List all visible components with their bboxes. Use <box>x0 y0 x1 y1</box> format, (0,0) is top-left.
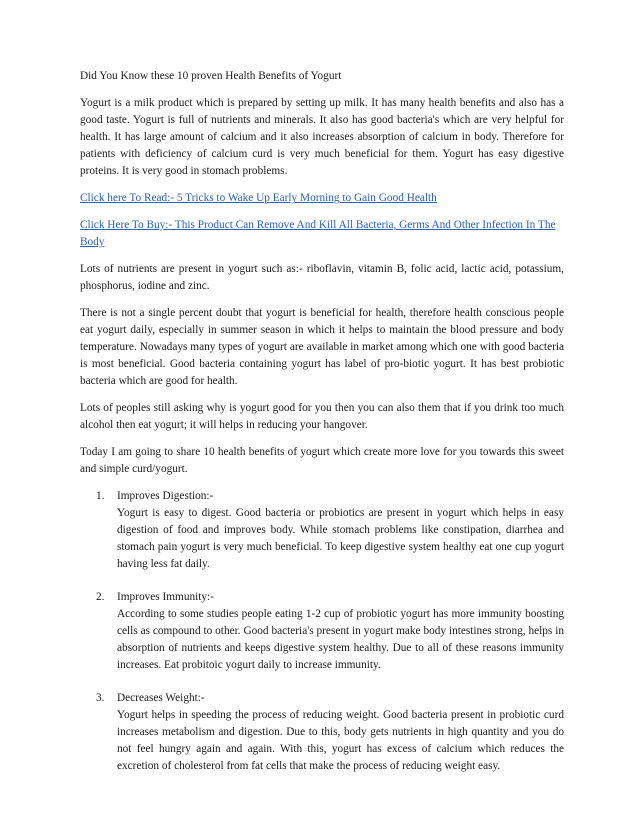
list-item <box>80 690 564 775</box>
list-item <box>80 488 564 573</box>
benefit-text: Yogurt helps in speeding the process of reducing weight. Good bacteria present in probiotic curd increases metabolism and digestion. Due to this, body gets nutrients in high quantity and you do not feel hungry again and again. With this, yogurt has excess of calcium which reduces the excretion of cholesterol from fat cells that make the process of reducing weight easy. <box>117 709 564 772</box>
health-paragraph: There is not a single percent doubt that yogurt is beneficial for health, therefore health conscious people eat yogurt daily, especially in summer season in which it helps to maintain the blood pressure and body temperature. Nowadays many types of yogurt are available in market among which one with good bacteria is most beneficial. Good bacteria containing yogurt has label of pro-biotic yogurt. It has best probiotic bacteria which are good for health. <box>80 307 564 387</box>
list-item-number: 3. <box>96 692 105 704</box>
share-paragraph: Today I am going to share 10 health benefits of yogurt which create more love for you towards this sweet and simple curd/yogurt. <box>80 446 564 475</box>
document-page <box>80 68 564 791</box>
benefit-text: According to some studies people eating 1-2 cup of probiotic yogurt has more immunity boosting cells as compound to other. Good bacteria's present in yogurt make body intestines strong, helps in absorption of nutrients and keeps digestive system healthy. Due to all of these reasons immunity increases. Eat probitoic yogurt daily to increase immunity. <box>117 608 564 671</box>
benefit-text: Yogurt is easy to digest. Good bacteria or probiotics are present in yogurt which helps in easy digestion of food and improves body. While stomach problems like constipation, diarrhea and stomach pain yogurt is very much beneficial. To keep digestive system healthy eat one cup yogurt having less fat daily. <box>117 507 564 570</box>
benefits-list <box>80 488 564 775</box>
list-item-number: 1. <box>96 490 105 502</box>
hangover-paragraph: Lots of peoples still asking why is yogurt good for you then you can also them that if you drink too much alcohol then eat yogurt; it will helps in reducing your hangover. <box>80 402 564 431</box>
list-item <box>80 589 564 674</box>
benefit-title: Improves Digestion:- <box>117 490 214 502</box>
nutrients-paragraph: Lots of nutrients are present in yogurt such as:- riboflavin, vitamin B, folic acid, lactic acid, potassium, phosphorus, iodine and zinc. <box>80 263 564 292</box>
list-item-number: 2. <box>96 591 105 603</box>
buy-product-link[interactable]: Click Here To Buy:- This Product Can Remove And Kill All Bacteria, Germs And Other Infection In The Body <box>80 219 556 248</box>
read-tricks-link[interactable]: Click here To Read:- 5 Tricks to Wake Up Early Morning to Gain Good Health <box>80 192 437 204</box>
benefit-title: Improves Immunity:- <box>117 591 214 603</box>
intro-paragraph: Yogurt is a milk product which is prepared by setting up milk. It has many health benefits and also has a good taste. Yogurt is full of nutrients and minerals. It also has good bacteria's which are very helpful for health. It has large amount of calcium and it also increases absorption of calcium in body. Therefore for patients with deficiency of calcium curd is very much beneficial for them. Yogurt has easy digestive proteins. It is very good in stomach problems. <box>80 97 564 177</box>
benefit-title: Decreases Weight:- <box>117 692 205 704</box>
document-title: Did You Know these 10 proven Health Benefits of Yogurt <box>80 70 342 82</box>
